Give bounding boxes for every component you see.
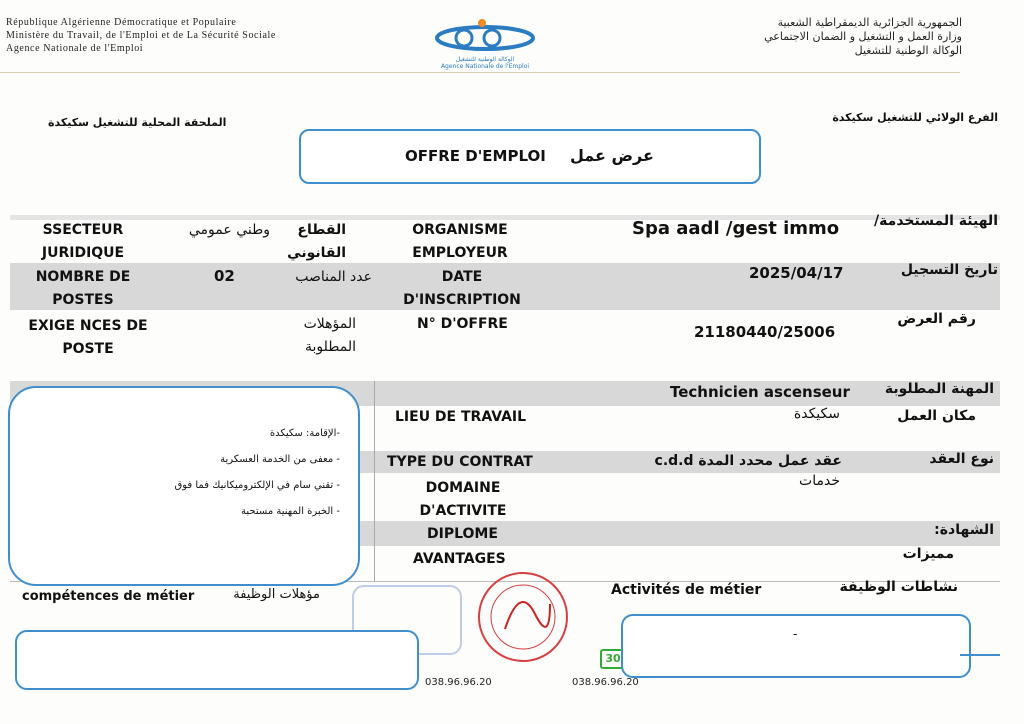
phone-left: 038.96.96.20	[425, 677, 492, 688]
label-activites-fr: Activités de métier	[611, 582, 762, 598]
anem-logo	[420, 18, 550, 68]
anem-logo-icon	[430, 18, 540, 52]
value-secteur: وطني عمومي	[188, 222, 270, 238]
label-metier-ar: المهنة المطلوبة	[884, 381, 994, 397]
label-domaine-fr: DOMAINE D'ACTIVITE	[419, 480, 507, 519]
label-organisme-fr: ORGANISME EMPLOYEUR	[412, 222, 508, 261]
label-date-ar: تاريخ التسجيل	[900, 262, 998, 278]
requirements-list	[140, 421, 340, 525]
logo-caption-ar: الوكالة الوطنية للتشغيل	[455, 56, 515, 63]
header-ar-line2: وزارة العمل و التشغيل و الضمان الاجتماعي	[764, 30, 962, 43]
label-offre-ar: رقم العرض	[897, 311, 976, 327]
label-exigences-fr: EXIGE NCES DE POSTE	[28, 318, 148, 357]
requirement-item: -الإقامة: سكيكدة	[269, 428, 340, 439]
header-ar-line3: الوكالة الوطنية للتشغيل	[854, 44, 962, 57]
label-secteur-fr: SSECTEUR JURIDIQUE	[41, 222, 125, 261]
value-domaine: خدمات	[799, 473, 840, 489]
header-divider	[0, 72, 960, 73]
label-competences-fr: compétences de métier	[22, 589, 195, 604]
header-fr-line2: Ministère du Travail, de l'Emploi et de La Sécurité Sociale	[6, 30, 276, 41]
label-organisme-ar: الهيئة المستخدمة/	[874, 213, 998, 229]
header-fr-line1: République Algérienne Démocratique et Populaire	[6, 17, 237, 28]
value-postes: 02	[214, 267, 235, 285]
label-avantages-fr: AVANTAGES	[413, 551, 506, 567]
label-offre-fr: N° D'OFFRE	[417, 316, 508, 332]
activites-dash: -	[793, 627, 798, 641]
label-contrat-fr: TYPE DU CONTRAT	[387, 454, 533, 470]
value-contrat: عقد عمل محدد المدة c.d.d	[654, 453, 842, 469]
activites-box	[621, 614, 971, 678]
label-date-fr: DATE D'INSCRIPTION	[403, 269, 521, 308]
requirement-item: - معفى من الخدمة العسكرية	[220, 454, 340, 465]
requirement-item: - الخبرة المهنية مستحبة	[241, 506, 340, 517]
value-metier: Technicien ascenseur	[670, 383, 850, 401]
header-arabic	[764, 16, 962, 58]
label-activites-ar: نشاطات الوظيفة	[839, 579, 958, 595]
signature-icon	[480, 574, 566, 660]
office-right: الفرع الولائي للتشغيل سكيكدة	[832, 111, 998, 124]
header-french	[6, 16, 276, 55]
label-diplome-ar: الشهادة:	[934, 522, 994, 538]
header-ar-line1: الجمهورية الجزائرية الديمقراطية الشعبية	[777, 16, 962, 29]
label-exigences-ar: المؤهلات المطلوبة	[303, 316, 356, 355]
title-arabic: عرض عمل	[570, 146, 654, 165]
label-diplome-fr: DIPLOME	[427, 526, 498, 542]
label-postes-fr: NOMBRE DE POSTES	[35, 269, 131, 308]
value-lieu: سكيكدة	[793, 406, 840, 422]
label-postes-ar: عدد المناصب	[295, 269, 372, 285]
office-left: الملحقة المحلية للتشغيل سكيكدة	[48, 116, 227, 129]
label-competences-ar: مؤهلات الوظيفة	[233, 587, 320, 602]
label-contrat-ar: نوع العقد	[929, 451, 994, 467]
phone-right: 038.96.96.20	[572, 677, 639, 688]
label-lieu-ar: مكان العمل	[897, 408, 976, 424]
value-organisme: Spa aadl /gest immo	[632, 218, 840, 239]
green-badge: 30	[600, 649, 626, 669]
label-avantages-ar: مميزات	[902, 546, 954, 562]
label-lieu-fr: LIEU DE TRAVAIL	[395, 409, 527, 425]
header-fr-line3: Agence Nationale de l'Emploi	[6, 43, 144, 54]
vertical-divider	[374, 381, 375, 581]
title-french: OFFRE D'EMPLOI	[405, 147, 546, 165]
blue-line	[960, 654, 1000, 656]
red-stamp	[478, 572, 568, 662]
competences-box	[15, 630, 419, 690]
logo-caption-fr: Agence Nationale de l'Emploi	[440, 63, 530, 70]
label-secteur-ar: القطاع القانوني	[287, 222, 346, 261]
value-date: 2025/04/17	[749, 264, 844, 282]
value-offre: 21180440/25006	[694, 323, 836, 341]
requirement-item: - تقني سام في الإلكتروميكانيك فما فوق	[174, 480, 340, 491]
